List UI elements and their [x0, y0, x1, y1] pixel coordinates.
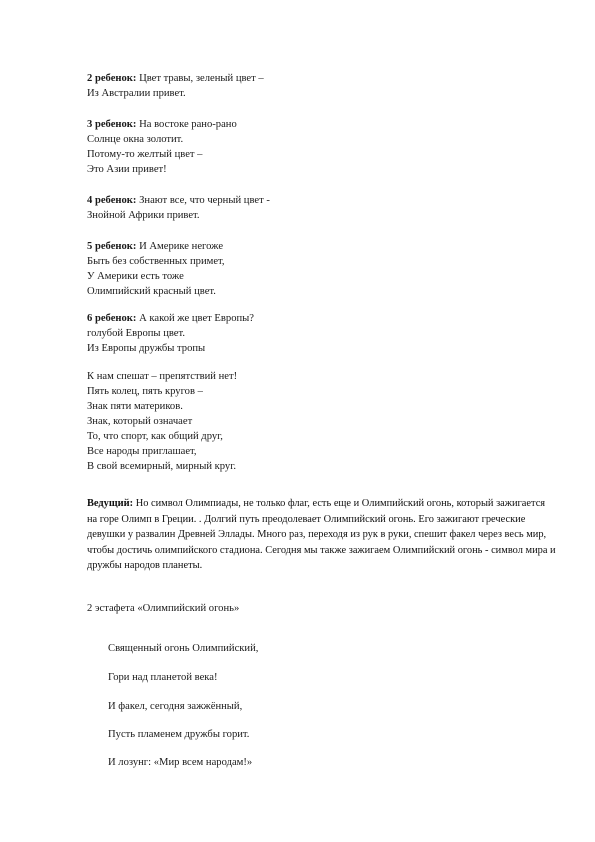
- speaker-label: 3 ребенок:: [87, 119, 137, 130]
- poem-line: И лозунг: «Мир всем народам!»: [108, 757, 253, 768]
- speaker-label: 6 ребенок:: [87, 313, 137, 324]
- verse-line: голубой Европы цвет.: [87, 328, 185, 339]
- verse-line: Знак, который означает: [87, 416, 193, 427]
- verse-line: То, что спорт, как общий друг,: [87, 431, 223, 442]
- verse-line: Олимпийский красный цвет.: [87, 286, 216, 297]
- verse-text: Знают все, что черный цвет -: [139, 195, 270, 206]
- verse-line: Из Европы дружбы тропы: [87, 343, 206, 354]
- verse-text: И Америке негоже: [139, 241, 224, 252]
- verse-line: К нам спешат – препятствий нет!: [87, 371, 238, 382]
- verse-line: Быть без собственных примет,: [87, 256, 225, 267]
- verse-line: В свой всемирный, мирный круг.: [87, 461, 237, 472]
- verse-line: Пять колец, пять кругов –: [87, 386, 203, 397]
- verse-line: У Америки есть тоже: [87, 271, 184, 282]
- verse-line: Знойной Африки привет.: [87, 210, 200, 221]
- section-heading: 2 эстафета «Олимпийский огонь»: [87, 603, 240, 614]
- speaker-label: 5 ребенок:: [87, 241, 137, 252]
- verse-text: На востоке рано-рано: [139, 119, 237, 130]
- verse-line: Это Азии привет!: [87, 164, 167, 175]
- narrator-label: Ведущий:: [87, 498, 134, 509]
- verse-line: Солнце окна золотит.: [87, 134, 184, 145]
- stanza-line: [87, 312, 254, 325]
- narrator-text: Но символ Олимпиады, не только флаг, есть еще и Олимпийский огонь, который зажигается на горе Олимп в Греции. . Долгий путь преодолевает Олимпийский огонь. Его зажигают греческие девушки у развалин Древней Эллады. Много раз, переходя из рук в руки, спешит факел через весь мир, чтобы достичь олимпийского стадиона. Сегодня мы также зажигаем Олимпийский огонь - символ мира и дружбы народов планеты.: [87, 498, 556, 572]
- verse-line: Все народы приглашает,: [87, 446, 197, 457]
- speaker-label: 4 ребенок:: [87, 195, 137, 206]
- stanza-line: [87, 118, 237, 131]
- verse-text: Цвет травы, зеленый цвет –: [139, 73, 264, 84]
- narrator-paragraph: [87, 496, 557, 574]
- poem-line: Гори над планетой века!: [108, 672, 218, 683]
- poem-line: Пусть пламенем дружбы горит.: [108, 729, 250, 740]
- stanza-line: [87, 240, 223, 253]
- verse-line: Потому-то желтый цвет –: [87, 149, 203, 160]
- verse-line: Знак пяти материков.: [87, 401, 183, 412]
- stanza-line: [87, 72, 264, 85]
- verse-line: Из Австралии привет.: [87, 88, 186, 99]
- stanza-line: [87, 194, 270, 207]
- verse-text: А какой же цвет Европы?: [139, 313, 254, 324]
- speaker-label: 2 ребенок:: [87, 73, 137, 84]
- poem-line: И факел, сегодня зажжённый,: [108, 701, 243, 712]
- poem-line: Священный огонь Олимпийский,: [108, 643, 259, 654]
